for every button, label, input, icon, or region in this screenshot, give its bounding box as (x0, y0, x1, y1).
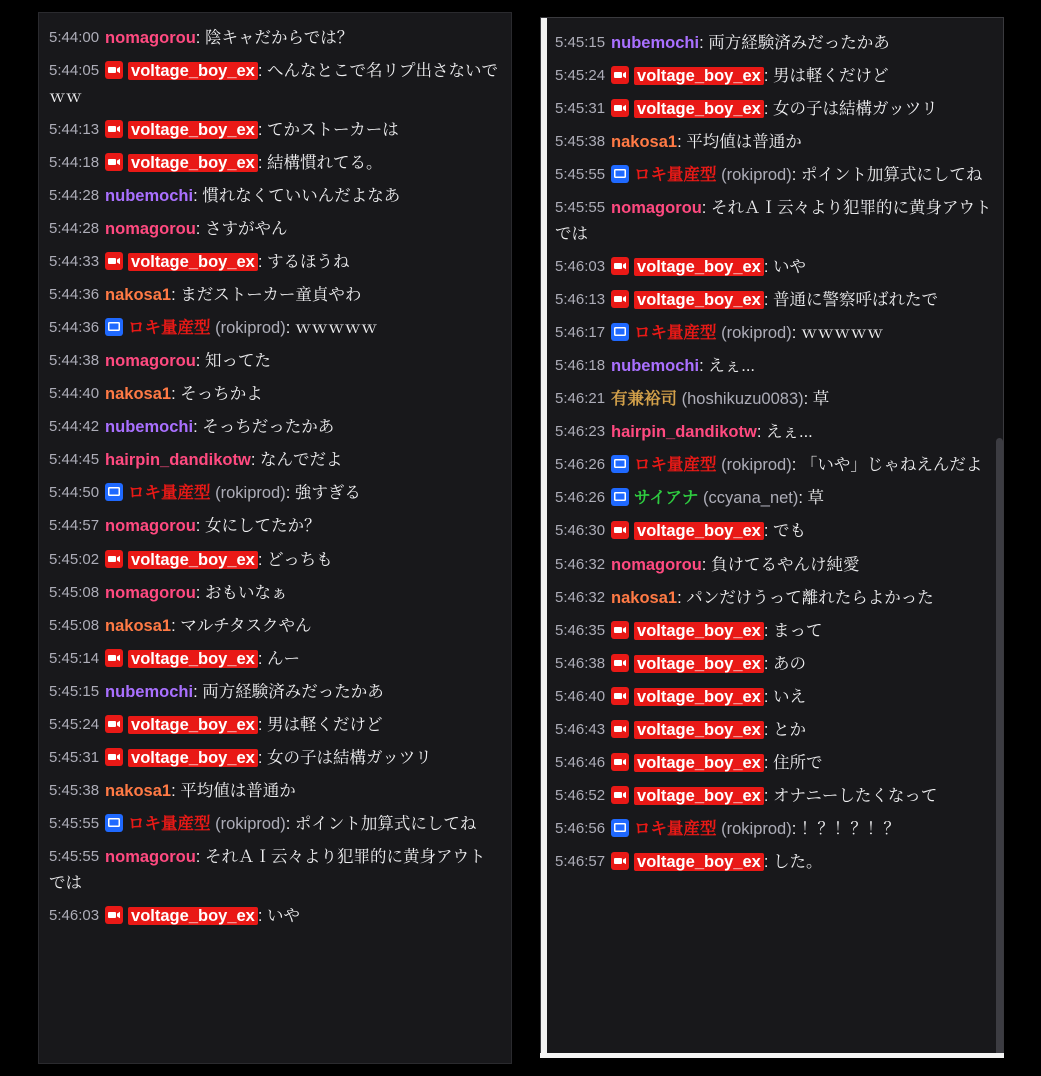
message-timestamp: 5:45:08 (49, 583, 100, 601)
message-username[interactable]: nubemochi (105, 682, 194, 701)
broadcaster-badge-icon (105, 715, 123, 733)
message-colon: : (763, 522, 774, 541)
message-colon: : (791, 165, 801, 184)
chat-message (555, 125, 993, 158)
message-colon: : (257, 550, 268, 569)
message-text: まって (773, 621, 823, 640)
message-text: 「いや」じゃねえんだよ (800, 456, 983, 475)
message-username[interactable]: voltage_boy_ex (634, 853, 764, 871)
message-text: ｗｗｗｗｗ (294, 319, 378, 338)
left-chat-message-list[interactable] (39, 13, 511, 1063)
message-colon: : (257, 715, 268, 734)
message-text: マルチタスクやん (180, 616, 312, 635)
message-colon: : (285, 815, 295, 833)
message-colon: : (257, 61, 268, 80)
message-timestamp: 5:45:31 (555, 99, 606, 117)
message-username[interactable]: nomagorou (105, 583, 196, 602)
message-text: いや (773, 257, 807, 276)
message-text: 男は軽くだけど (773, 66, 889, 85)
right-panel-bottom-edge (540, 1053, 1004, 1058)
message-username[interactable]: voltage_boy_ex (634, 655, 764, 673)
chat-message (49, 444, 501, 477)
message-username[interactable]: nakosa1 (105, 286, 172, 304)
message-timestamp: 5:44:40 (49, 385, 100, 403)
message-timestamp: 5:46:43 (555, 720, 606, 738)
message-text: 女にしてたか？ (204, 517, 321, 536)
message-timestamp: 5:45:55 (49, 815, 100, 832)
message-colon: : (699, 357, 709, 376)
message-timestamp: 5:44:36 (49, 286, 100, 303)
broadcaster-badge-icon (105, 748, 123, 766)
message-username-login: (ccyana_net) (698, 489, 799, 508)
chat-message (555, 59, 993, 92)
message-username[interactable]: サイアナ (634, 489, 699, 508)
message-username[interactable]: ロキ量産型 (634, 456, 717, 475)
message-username[interactable]: ロキ量産型 (128, 484, 211, 503)
message-text: どっちも (267, 550, 333, 569)
message-colon: : (193, 418, 203, 437)
message-username[interactable]: nubemochi (611, 357, 700, 376)
message-colon: : (763, 786, 774, 805)
message-timestamp: 5:44:38 (49, 352, 100, 370)
message-colon: : (763, 753, 774, 772)
right-chat-panel[interactable] (540, 17, 1004, 1058)
message-timestamp: 5:45:02 (49, 550, 100, 568)
message-timestamp: 5:46:03 (49, 907, 100, 925)
message-colon: : (763, 687, 774, 706)
message-username[interactable]: nakosa1 (105, 385, 172, 404)
chat-message (555, 515, 993, 548)
message-timestamp: 5:45:38 (49, 781, 100, 799)
message-username[interactable]: voltage_boy_ex (128, 907, 258, 925)
message-timestamp: 5:45:38 (555, 132, 606, 150)
message-username[interactable]: voltage_boy_ex (634, 787, 764, 805)
message-username[interactable]: voltage_boy_ex (634, 721, 764, 739)
message-colon: : (171, 616, 181, 635)
message-username[interactable]: voltage_boy_ex (128, 154, 258, 172)
message-username[interactable]: ロキ量産型 (634, 165, 717, 184)
message-username[interactable]: ロキ量産型 (128, 319, 211, 338)
sub-badge-icon (105, 483, 123, 501)
chat-message (555, 482, 993, 515)
message-text: 強すぎる (294, 484, 361, 503)
message-username[interactable]: 有兼裕司 (611, 390, 678, 409)
chat-message (49, 113, 501, 146)
message-username[interactable]: nubemochi (611, 33, 700, 52)
message-text: 陰キャだからでは？ (204, 28, 354, 47)
message-timestamp: 5:46:21 (555, 390, 606, 408)
message-colon: : (171, 781, 181, 800)
broadcaster-badge-icon (105, 550, 123, 568)
message-username[interactable]: nakosa1 (611, 132, 678, 151)
message-username[interactable]: voltage_boy_ex (128, 749, 258, 767)
message-colon: : (257, 748, 268, 767)
message-timestamp: 5:45:15 (555, 33, 606, 51)
message-colon: : (195, 219, 205, 238)
message-username[interactable]: voltage_boy_ex (634, 688, 764, 706)
message-timestamp: 5:46:13 (555, 291, 606, 308)
message-text: ！？！？！？ (800, 820, 900, 838)
message-username[interactable]: nomagorou (105, 219, 196, 238)
message-text: ｗｗｗｗｗ (800, 324, 884, 343)
message-colon: : (763, 257, 774, 276)
chat-message (555, 581, 993, 614)
chat-message (49, 21, 501, 54)
chat-message (49, 245, 501, 278)
message-timestamp: 5:44:42 (49, 418, 100, 436)
chat-message (555, 250, 993, 283)
chat-message (49, 808, 501, 841)
chat-message (49, 378, 501, 411)
message-timestamp: 5:46:32 (555, 555, 606, 573)
broadcaster-badge-icon (611, 290, 629, 308)
message-timestamp: 5:44:33 (49, 252, 100, 270)
message-timestamp: 5:45:55 (49, 848, 100, 866)
chat-message (49, 741, 501, 774)
message-colon: : (285, 484, 295, 503)
message-colon: : (195, 583, 205, 602)
message-timestamp: 5:45:15 (49, 682, 100, 700)
message-timestamp: 5:44:50 (49, 484, 100, 502)
message-timestamp: 5:46:03 (555, 257, 606, 275)
message-timestamp: 5:44:28 (49, 219, 100, 237)
message-username[interactable]: ロキ量産型 (128, 815, 211, 833)
chat-message (49, 179, 501, 212)
message-colon: : (257, 907, 268, 926)
message-text: 慣れなくていいんだよなあ (202, 186, 401, 205)
message-timestamp: 5:46:40 (555, 687, 606, 705)
chat-message (49, 212, 501, 245)
message-timestamp: 5:44:57 (49, 517, 100, 535)
message-username[interactable]: nakosa1 (105, 616, 172, 635)
message-timestamp: 5:45:55 (555, 198, 606, 216)
message-username-login: (rokiprod) (210, 319, 286, 338)
message-username[interactable]: nomagorou (611, 555, 702, 574)
broadcaster-badge-icon (105, 61, 123, 79)
message-text: あの (773, 654, 807, 673)
chat-scrollbar[interactable] (996, 438, 1003, 1058)
chat-message (555, 614, 993, 647)
message-timestamp: 5:44:18 (49, 153, 100, 171)
message-colon: : (195, 352, 205, 371)
message-text: パンだけうって離れたらよかった (686, 588, 934, 607)
message-text: とか (773, 720, 807, 739)
chat-message (49, 576, 501, 609)
message-text: 住所で (773, 753, 823, 772)
message-colon: : (257, 153, 268, 172)
message-text: それＡＩ云々より犯罪的に黄身アウトでは (555, 198, 992, 243)
message-username[interactable]: voltage_boy_ex (128, 551, 258, 569)
message-timestamp: 5:46:26 (555, 456, 606, 474)
message-timestamp: 5:44:13 (49, 120, 100, 138)
chat-message (555, 680, 993, 713)
message-text: 草 (807, 489, 825, 508)
chat-message (555, 713, 993, 746)
chat-message (555, 548, 993, 581)
message-text: ポイント加算式にしてね (294, 815, 477, 833)
message-username[interactable]: voltage_boy_ex (128, 62, 258, 80)
message-username[interactable]: voltage_boy_ex (634, 754, 764, 772)
message-text: 両方経験済みだったかあ (202, 682, 384, 701)
message-username[interactable]: voltage_boy_ex (128, 121, 258, 139)
message-text: えぇ... (765, 423, 813, 442)
sub-badge-icon (105, 318, 123, 336)
chat-message (555, 383, 993, 416)
message-timestamp: 5:46:30 (555, 522, 606, 540)
message-text: 男は軽くだけど (267, 715, 383, 734)
message-username[interactable]: voltage_boy_ex (634, 258, 764, 276)
chat-message (49, 841, 501, 900)
left-chat-panel[interactable] (38, 12, 512, 1064)
message-colon: : (171, 286, 181, 304)
chat-message (49, 609, 501, 642)
chat-message (49, 543, 501, 576)
message-text: んー (267, 649, 301, 668)
message-timestamp: 5:46:26 (555, 489, 606, 507)
broadcaster-badge-icon (611, 521, 629, 539)
message-timestamp: 5:46:52 (555, 786, 606, 804)
chat-message (49, 345, 501, 378)
message-username[interactable]: nubemochi (105, 418, 194, 437)
message-username[interactable]: voltage_boy_ex (128, 716, 258, 734)
message-text: それＡＩ云々より犯罪的に黄身アウトでは (49, 848, 486, 893)
message-colon: : (791, 820, 801, 838)
message-timestamp: 5:46:32 (555, 588, 606, 606)
chat-message (555, 158, 993, 191)
chat-message (555, 416, 993, 449)
message-colon: : (701, 198, 711, 217)
sub-badge-icon (611, 323, 629, 341)
broadcaster-badge-icon (105, 252, 123, 270)
message-username[interactable]: nakosa1 (611, 588, 678, 607)
broadcaster-badge-icon (611, 257, 629, 275)
message-timestamp: 5:45:14 (49, 649, 100, 667)
message-text: へんなとこで名リプ出さないでｗｗ (49, 61, 499, 106)
message-text: するほうね (267, 252, 350, 271)
message-username[interactable]: ロキ量産型 (634, 820, 717, 838)
sub-badge-icon (105, 814, 123, 832)
message-text: 女の子は結構ガッツリ (773, 99, 938, 118)
message-colon: : (677, 132, 687, 151)
message-colon: : (257, 120, 268, 139)
message-text: 女の子は結構ガッツリ (267, 748, 432, 767)
message-timestamp: 5:44:00 (49, 28, 100, 46)
broadcaster-badge-icon (611, 621, 629, 639)
message-colon: : (257, 252, 268, 271)
message-colon: : (763, 654, 774, 673)
chat-message (555, 779, 993, 812)
broadcaster-badge-icon (611, 786, 629, 804)
chat-message (555, 191, 993, 250)
message-text: まだストーカー童貞やわ (180, 286, 362, 304)
chat-message (49, 279, 501, 312)
message-colon: : (763, 291, 774, 309)
message-timestamp: 5:46:17 (555, 324, 606, 342)
chat-message (49, 146, 501, 179)
chat-message (555, 26, 993, 59)
broadcaster-badge-icon (611, 720, 629, 738)
message-colon: : (763, 720, 774, 739)
message-colon: : (257, 649, 268, 668)
message-text: 両方経験済みだったかあ (708, 33, 890, 52)
message-colon: : (171, 385, 181, 404)
message-timestamp: 5:46:56 (555, 820, 606, 837)
chat-message (49, 477, 501, 510)
message-colon: : (763, 99, 774, 118)
message-text: いや (267, 907, 301, 926)
message-username-login: (rokiprod) (210, 484, 286, 503)
message-text: 普通に警察呼ばれたで (773, 291, 939, 309)
chat-message (49, 708, 501, 741)
message-colon: : (701, 555, 711, 574)
broadcaster-badge-icon (611, 753, 629, 771)
message-text: 平均値は普通か (180, 781, 296, 800)
chat-message (49, 54, 501, 113)
message-username[interactable]: nomagorou (105, 517, 196, 536)
chat-message (49, 642, 501, 675)
message-timestamp: 5:45:31 (49, 748, 100, 766)
message-timestamp: 5:45:24 (49, 715, 100, 733)
message-username-login: (rokiprod) (716, 165, 792, 184)
message-colon: : (195, 848, 205, 867)
chat-message (555, 647, 993, 680)
chat-message (49, 411, 501, 444)
message-username[interactable]: voltage_boy_ex (634, 291, 764, 309)
message-text: でも (773, 522, 807, 541)
message-colon: : (193, 682, 203, 701)
message-username[interactable]: voltage_boy_ex (634, 100, 764, 118)
message-timestamp: 5:45:55 (555, 165, 606, 183)
message-colon: : (798, 489, 808, 508)
broadcaster-badge-icon (611, 654, 629, 672)
message-colon: : (699, 33, 709, 52)
broadcaster-badge-icon (105, 120, 123, 138)
message-username[interactable]: voltage_boy_ex (128, 650, 258, 668)
message-colon: : (791, 456, 801, 475)
message-timestamp: 5:44:45 (49, 451, 100, 469)
message-colon: : (763, 853, 774, 872)
message-username-login: (rokiprod) (716, 456, 792, 475)
message-username-login: (rokiprod) (716, 820, 792, 838)
sub-badge-icon (611, 455, 629, 473)
sub-badge-icon (611, 165, 629, 183)
chat-message (555, 813, 993, 846)
message-colon: : (285, 319, 295, 338)
message-text: てかストーカーは (267, 120, 399, 139)
chat-message (49, 900, 501, 933)
message-text: いえ (773, 687, 807, 706)
message-text: 負けてるやんけ純愛 (710, 555, 860, 574)
message-username[interactable]: voltage_boy_ex (634, 67, 764, 85)
message-timestamp: 5:44:36 (49, 319, 100, 337)
message-username[interactable]: nakosa1 (105, 781, 172, 800)
message-colon: : (195, 28, 205, 47)
chat-message (49, 510, 501, 543)
message-timestamp: 5:46:38 (555, 654, 606, 672)
broadcaster-badge-icon (611, 66, 629, 84)
message-colon: : (763, 621, 774, 640)
message-timestamp: 5:46:23 (555, 423, 606, 441)
message-timestamp: 5:44:05 (49, 61, 100, 79)
message-username[interactable]: nomagorou (105, 848, 196, 867)
message-text: えぇ... (708, 357, 755, 376)
message-text: そっちだったかあ (202, 418, 335, 437)
chat-message (555, 92, 993, 125)
broadcaster-badge-icon (611, 852, 629, 870)
chat-message (555, 350, 993, 383)
message-timestamp: 5:44:28 (49, 186, 100, 204)
message-text: おもいなぁ (204, 583, 288, 602)
message-colon: : (193, 186, 203, 205)
message-username[interactable]: nomagorou (611, 198, 702, 217)
broadcaster-badge-icon (105, 649, 123, 667)
message-timestamp: 5:46:18 (555, 357, 606, 375)
message-text: 知ってた (204, 352, 271, 371)
message-colon: : (250, 451, 260, 470)
message-timestamp: 5:45:08 (49, 616, 100, 634)
broadcaster-badge-icon (105, 906, 123, 924)
message-username-login: (rokiprod) (716, 324, 792, 343)
message-text: オナニーしたくなって (773, 786, 938, 805)
chat-message (555, 746, 993, 779)
message-username[interactable]: voltage_boy_ex (128, 253, 258, 271)
right-chat-message-list[interactable] (541, 18, 1003, 1057)
message-text: 平均値は普通か (686, 132, 802, 151)
message-colon: : (803, 390, 813, 409)
message-timestamp: 5:46:57 (555, 853, 606, 871)
message-username[interactable]: voltage_boy_ex (634, 522, 764, 540)
chat-message (555, 449, 993, 482)
message-colon: : (677, 588, 687, 607)
chat-message (555, 317, 993, 350)
message-text: なんでだよ (259, 451, 343, 470)
chat-message (49, 675, 501, 708)
chat-message (555, 284, 993, 317)
message-timestamp: 5:45:24 (555, 66, 606, 84)
message-text: 結構慣れてる。 (267, 153, 383, 172)
message-colon: : (791, 324, 801, 343)
chat-message (555, 846, 993, 879)
message-username[interactable]: ロキ量産型 (634, 324, 717, 343)
message-colon: : (763, 66, 774, 85)
message-text: さすがやん (204, 219, 288, 238)
broadcaster-badge-icon (611, 99, 629, 117)
message-username-login: (hoshikuzu0083) (677, 390, 804, 409)
message-colon: : (195, 517, 205, 536)
message-username[interactable]: voltage_boy_ex (634, 622, 764, 640)
message-text: 草 (812, 390, 830, 409)
message-username-login: (rokiprod) (210, 815, 286, 833)
message-timestamp: 5:46:46 (555, 753, 606, 771)
message-text: そっちかよ (180, 385, 263, 404)
message-username[interactable]: nomagorou (105, 352, 196, 371)
message-text: ポイント加算式にしてね (800, 165, 983, 184)
broadcaster-badge-icon (611, 687, 629, 705)
message-username[interactable]: nubemochi (105, 186, 194, 205)
message-colon: : (756, 423, 766, 442)
message-username[interactable]: hairpin_dandikotw (611, 423, 757, 442)
sub-badge-icon (611, 819, 629, 837)
chat-message (49, 312, 501, 345)
message-timestamp: 5:46:35 (555, 621, 606, 639)
message-text: した。 (773, 853, 823, 872)
message-username[interactable]: nomagorou (105, 28, 196, 47)
chat-message (49, 774, 501, 807)
broadcaster-badge-icon (105, 153, 123, 171)
sub-badge-icon (611, 488, 629, 506)
message-username[interactable]: hairpin_dandikotw (105, 451, 251, 470)
